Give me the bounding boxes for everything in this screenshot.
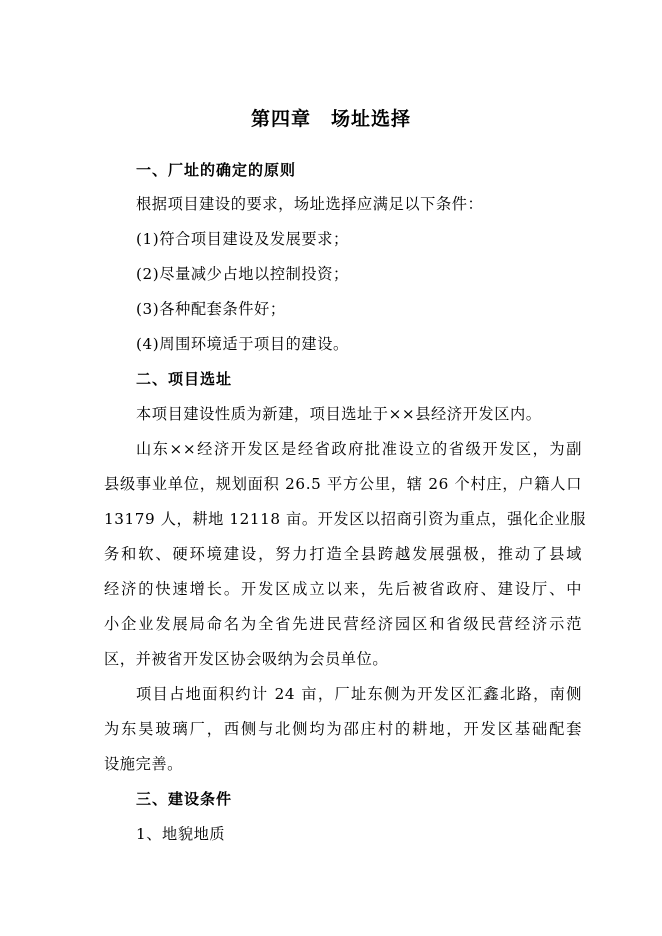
section2-intro: 本项目建设性质为新建，项目选址于××县经济开发区内。 (136, 405, 542, 423)
section-heading-construction-conditions: 三、建设条件 (136, 790, 233, 808)
section1-intro: 根据项目建设的要求，场址选择应满足以下条件： (136, 195, 484, 213)
section-heading-site-principles: 一、厂址的确定的原则 (136, 161, 297, 179)
chapter-title: 第四章 场址选择 (250, 108, 411, 130)
paragraph-line: 项目占地面积约计 24 亩，厂址东侧为开发区汇鑫北路，南侧 (136, 685, 582, 703)
condition-item-1: (1)符合项目建设及发展要求； (136, 230, 349, 248)
paragraph-line: 13179 人，耕地 12118 亩。开发区以招商引资为重点，强化企业服 (104, 510, 587, 528)
paragraph-line: 设施完善。 (104, 755, 183, 773)
paragraph-line: 区，并被省开发区协会吸纳为会员单位。 (104, 650, 389, 668)
paragraph-line: 务和软、硬环境建设，努力打造全县跨越发展强极，推动了县域 (104, 545, 582, 563)
paragraph-line: 为东昊玻璃厂，西侧与北侧均为邵庄村的耕地，开发区基础配套 (104, 720, 582, 738)
condition-item-4: (4)周围环境适于项目的建设。 (136, 335, 349, 353)
paragraph-line: 县级事业单位，规划面积 26.5 平方公里，辖 26 个村庄，户籍人口 (104, 475, 582, 493)
paragraph-line: 小企业发展局命名为全省先进民营经济园区和省级民营经济示范 (104, 615, 582, 633)
condition-item-3: (3)各种配套条件好； (136, 300, 286, 318)
subsection-heading-geology: 1、地貌地质 (136, 825, 226, 843)
paragraph-line: 经济的快速增长。开发区成立以来，先后被省政府、建设厅、中 (104, 580, 582, 598)
section-heading-site-selection: 二、项目选址 (136, 370, 233, 388)
condition-item-2: (2)尽量减少占地以控制投资； (136, 265, 349, 283)
paragraph-line: 山东××经济开发区是经省政府批准设立的省级开发区，为副 (136, 440, 582, 458)
